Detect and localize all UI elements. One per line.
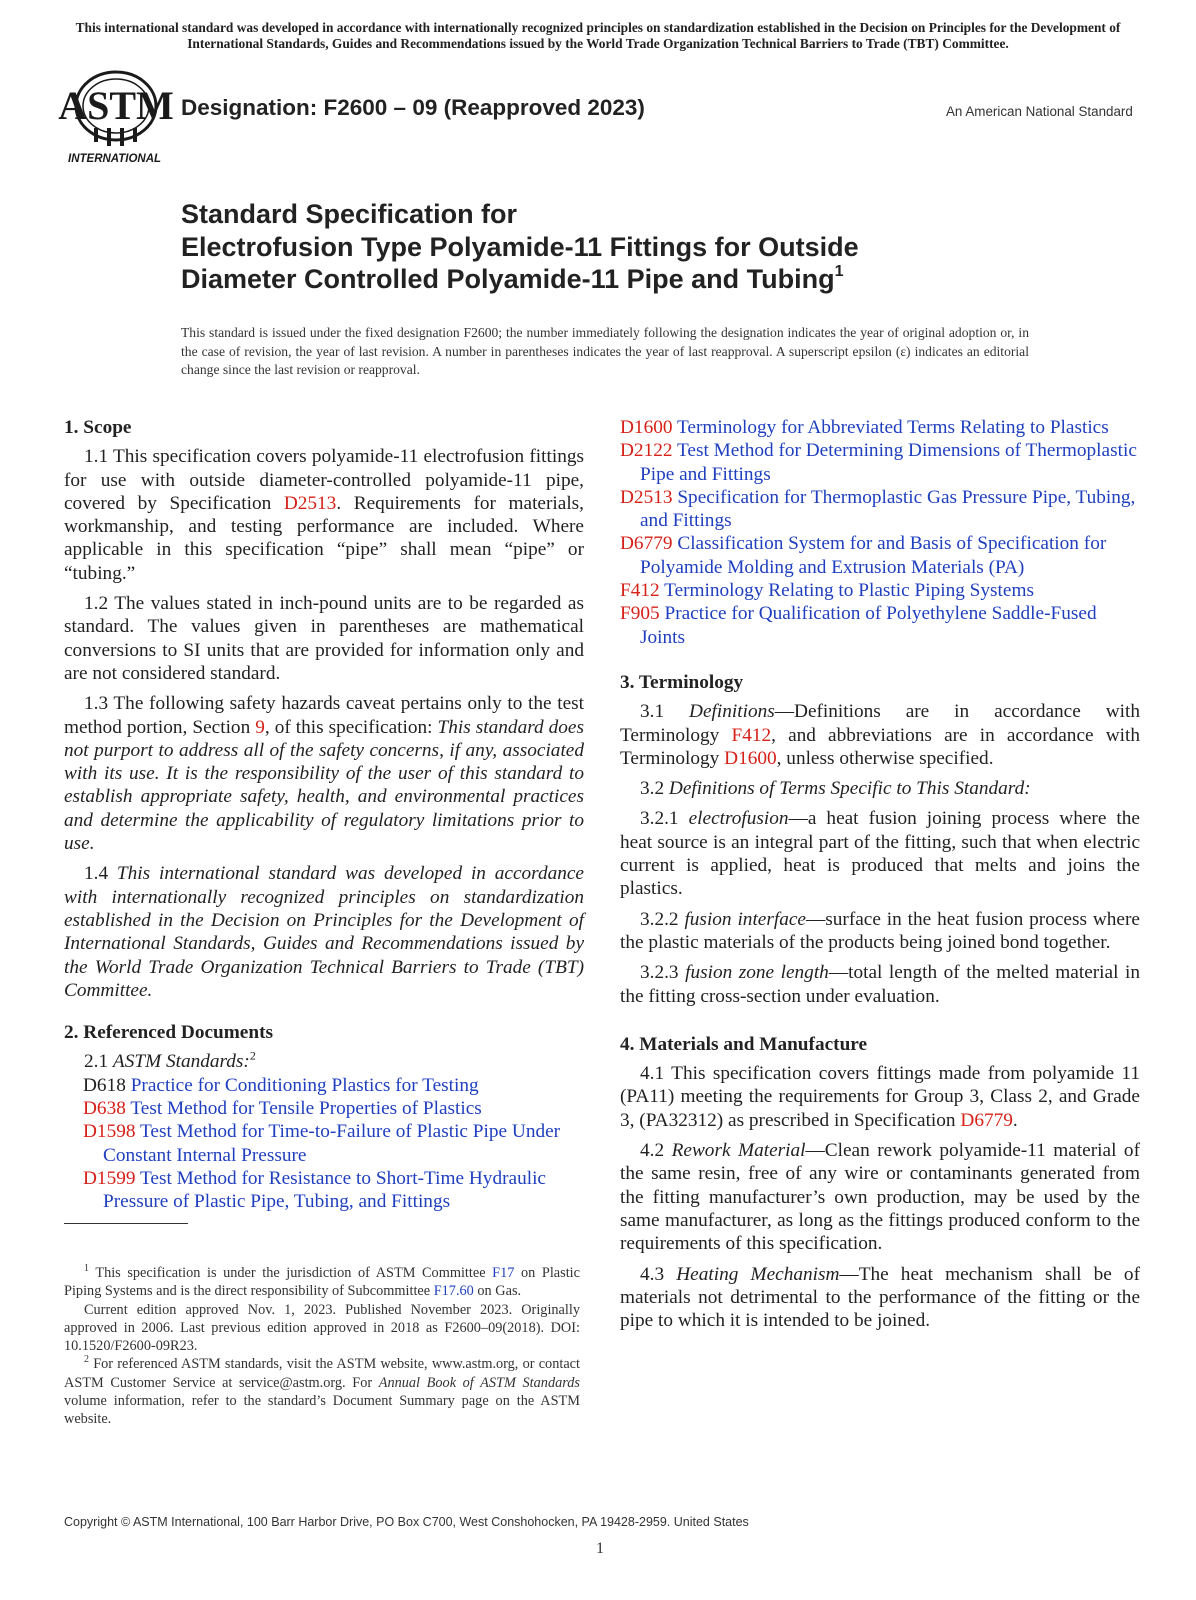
reference-code-link[interactable]: D2122 (620, 440, 673, 462)
reference-code-link[interactable]: D638 (83, 1098, 126, 1120)
para-2-1: 2.1 ASTM Standards:$^2$ (84, 1049, 256, 1073)
title-line-1: Standard Specification for (181, 199, 518, 229)
designation: Designation: F2600 – 09 (Reapproved 2023) (181, 95, 645, 120)
reference-code-link[interactable]: D1600 (620, 417, 673, 438)
reference-title-link[interactable]: Test Method for Resistance to Short-Time Hydraulic Pressure of Plastic Pipe, Tubing, and Fittings (103, 1167, 546, 1213)
reference-item (620, 532, 1140, 579)
referenced-standards-left (64, 1074, 584, 1214)
reference-title-link[interactable]: Classification System for and Basis of Specification for Polyamide Molding and Extrusion Materials (PA) (640, 533, 1107, 578)
link-f17-60[interactable]: F17.60 (433, 1283, 474, 1300)
link-d6779[interactable]: D6779 (960, 1109, 1013, 1131)
reference-item (64, 1097, 584, 1120)
para-3-1: 3.1 Definitions—Definitions are in accordance with Terminology F412, and abbreviations are in accordance with Terminology D1600, unless otherwise specified. (620, 701, 1140, 769)
reference-code-link[interactable]: F905 (620, 603, 660, 625)
reference-item (620, 416, 1140, 439)
para-4-3: 4.3 Heating Mechanism—The heat mechanism shall be of materials not detrimental to the performance of the fitting or the pipe to which it is intended to be joined. (620, 1263, 1140, 1332)
section-2-heading: 2. Referenced Documents (64, 1022, 274, 1044)
american-national-standard: An American National Standard (946, 104, 1133, 119)
para-4-2: 4.2 Rework Material—Clean rework polyamide-11 material of the same resin, free of any wire or contaminants generated from the fitting manufacturer’s own production, may be used by the same manufacturer, as long as the fittings produced conform to the requirements of this specification. (620, 1140, 1140, 1255)
astm-logo (58, 70, 174, 166)
reference-code-link[interactable]: D1598 (83, 1121, 136, 1143)
reference-title-link[interactable]: Practice for Qualification of Polyethylene Saddle-Fused Joints (640, 603, 1097, 648)
copyright: Copyright © ASTM International, 100 Barr Harbor Drive, PO Box C700, West Conshohocken, PA 19428-2959. United States (64, 1515, 749, 1529)
reference-title-link[interactable]: Terminology for Abbreviated Terms Relating to Plastics (676, 417, 1109, 438)
para-3-2-2: 3.2.2 fusion interface—surface in the heat fusion process where the plastic materials of the products being joined bond together. (620, 908, 1140, 953)
reference-code-link[interactable]: D1599 (83, 1167, 136, 1189)
footnote-rule (64, 1223, 188, 1224)
reference-title-link[interactable]: Test Method for Determining Dimensions of Thermoplastic Pipe and Fittings (640, 440, 1137, 485)
reference-title-link[interactable]: Terminology Relating to Plastic Piping Systems (664, 580, 1034, 602)
para-3-2-1: 3.2.1 electrofusion—a heat fusion joining process where the heat source is an integral part of the fitting, such that when electric current is applied, heat is produced that melts and joins the plastics. (620, 808, 1140, 900)
wto-notice: This international standard was developed in accordance with internationally recognized principles on standardization established in the Decision on Principles for the Development of International Standards, Guides and Recommendations issued by the World Trade Organization Technical Barriers to Trade (TBT) Committee. (75, 20, 1121, 51)
link-d2513[interactable]: D2513 (283, 492, 337, 514)
link-section-9[interactable]: 9 (255, 716, 265, 738)
reference-item (620, 579, 1140, 602)
reference-code-link[interactable]: D618 (83, 1074, 126, 1096)
title-line-2: Electrofusion Type Polyamide-11 Fittings for Outside (181, 231, 859, 262)
reference-code-link[interactable]: D6779 (620, 533, 673, 555)
reference-item (64, 1120, 584, 1167)
link-f412[interactable]: F412 (731, 724, 772, 746)
para-4-1: 4.1 This specification covers fittings made from polyamide 11 (PA11) meeting the requirements for Group 3, Class 2, and Grade 3, (PA32312) as prescribed in Specification D6779. (620, 1063, 1140, 1131)
logo-text: INTERNATIONAL (68, 153, 162, 165)
para-3-2-3: 3.2.3 fusion zone length—total length of the melted material in the fitting cross-section under evaluation. (620, 962, 1140, 1007)
link-d1600[interactable]: D1600 (724, 747, 777, 769)
reference-item (620, 439, 1140, 486)
reference-title-link[interactable]: Test Method for Tensile Properties of Plastics (130, 1098, 482, 1120)
reference-code-link[interactable]: D2513 (620, 486, 673, 508)
reference-code-link[interactable]: F412 (620, 580, 660, 602)
reference-title-link[interactable]: Specification for Thermoplastic Gas Pressure Pipe, Tubing, and Fittings (640, 486, 1136, 532)
title-footnote-mark: 1 (834, 263, 844, 280)
preamble: This standard is issued under the fixed designation F2600; the number immediately following the designation indicates the year of original adoption or, in the case of revision, the year of last revision. A number in parentheses indicates the year of last reapproval. A superscript epsilon (ε) indicates an editorial change since the last revision or reapproval. (181, 325, 1029, 377)
referenced-standards-right (620, 416, 1140, 649)
left-column (64, 416, 584, 1214)
reference-title-link[interactable]: Test Method for Time-to-Failure of Plastic Pipe Under Constant Internal Pressure (103, 1121, 561, 1166)
footnote-1: $^1$ This specification is under the jurisdiction of ASTM Committee F17 on Plastic Piping Systems and is the direct responsibility of Subcommittee F17.60 on Gas. (64, 1263, 580, 1300)
svg-text:ASTM: ASTM (58, 83, 174, 128)
para-1-2: 1.2 The values stated in inch-pound units are to be regarded as standard. The values given in parentheses are mathematical conversions to SI units that are provided for information only and are not considered standard. (64, 593, 584, 684)
reference-title-link[interactable]: Practice for Conditioning Plastics for Testing (130, 1074, 479, 1096)
section-1-heading: 1. Scope (64, 417, 132, 438)
document-title (181, 198, 1081, 296)
para-1-3: 1.3 The following safety hazards caveat pertains only to the test method portion, Section 9, of this specification: This standard does not purport to address all of the safety concerns, if any, associated with its use. It is the responsibility of the user of this standard to establish appropriate safety, health, and environmental practices and determine the applicability of regulatory limitations prior to use. (64, 693, 584, 855)
para-1-4: 1.4 This international standard was developed in accordance with internationally recognized principles on standardization established in the Decision on Principles for the Development of International Standards, Guides and Recommendations issued by the World Trade Organization Technical Barriers to Trade (TBT) Committee. (64, 863, 584, 1001)
reference-item (64, 1167, 584, 1214)
reference-item (64, 1074, 584, 1097)
para-1-1: 1.1 This specification covers polyamide-11 electrofusion fittings for use with outside diameter-controlled polyamide-11 pipe, covered by Specification D2513. Requirements for materials, workmanship, and testing performance are included. Where applicable in this specification “pipe” shall mean “pipe” or “tubing.” (64, 446, 585, 584)
section-4-heading: 4. Materials and Manufacture (620, 1033, 868, 1055)
page-number: 1 (596, 1540, 604, 1557)
footnote-2: $^2$ For referenced ASTM standards, visit the ASTM website, www.astm.org, or contact ASTM Customer Service at service@astm.org. For Annual Book of ASTM Standards volume information, refer to the standard’s Document Summary page on the ASTM website. (64, 1354, 580, 1428)
footnote-1-edition: Current edition approved Nov. 1, 2023. Published November 2023. Originally approved in 2006. Last previous edition approved in 2018 as F2600–09(2018). DOI: 10.1520/F2600-09R23. (64, 1301, 580, 1355)
link-f17[interactable]: F17 (492, 1265, 515, 1281)
reference-item (620, 602, 1140, 649)
title-line-3: Diameter Controlled Polyamide-11 Pipe and Tubing (181, 264, 835, 294)
para-3-2: 3.2 Definitions of Terms Specific to This Standard: (640, 778, 1031, 800)
section-3-heading: 3. Terminology (620, 671, 744, 693)
footnotes (64, 1264, 580, 1429)
right-column (620, 416, 1140, 1339)
reference-item (620, 486, 1140, 533)
